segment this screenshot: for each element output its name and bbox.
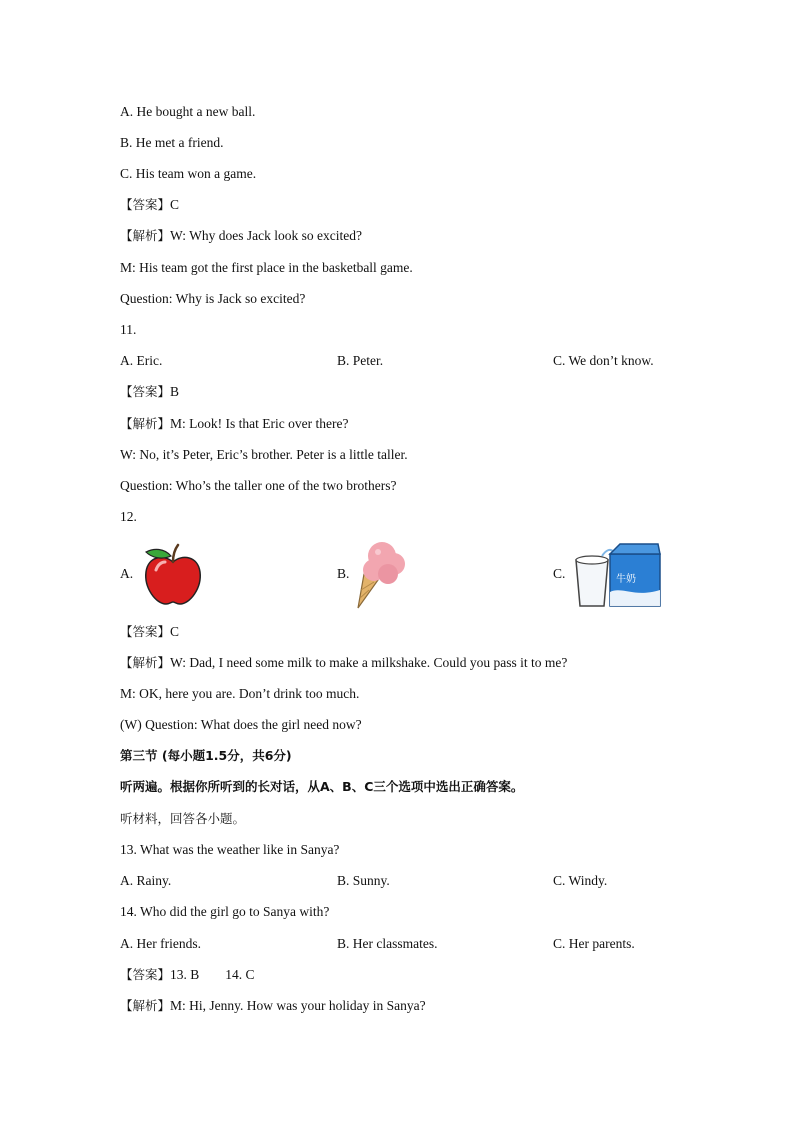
q10-analysis-2: M: His team got the first place in the basketball game. bbox=[120, 260, 413, 275]
q10-option-c: C. His team won a game. bbox=[120, 166, 257, 181]
q13-14-answer bbox=[120, 966, 255, 984]
section-material: 听材料，回答各小题。 bbox=[120, 811, 246, 826]
q11-analysis-3: Question: Who’s the taller one of the two brothers? bbox=[120, 478, 397, 493]
q11-option-c: C. We don’t know. bbox=[553, 353, 654, 368]
q14-option-b: B. Her classmates. bbox=[337, 936, 438, 951]
q11-analysis-2: W: No, it’s Peter, Eric’s brother. Peter is a little taller. bbox=[120, 447, 408, 462]
q10-analysis-3: Question: Why is Jack so excited? bbox=[120, 291, 306, 306]
section-title: 第三节 (每小题1.5分，共6分) bbox=[120, 748, 292, 763]
answer-value-14: 14. C bbox=[225, 967, 255, 982]
answer-value: B bbox=[170, 384, 180, 399]
analysis-tag: 【解析】 bbox=[120, 998, 171, 1013]
q12-option-b-letter: B. bbox=[337, 566, 350, 581]
analysis-tag: 【解析】 bbox=[120, 416, 171, 431]
q13-option-c: C. Windy. bbox=[553, 873, 608, 888]
q12-analysis-2: M: OK, here you are. Don’t drink too much. bbox=[120, 686, 360, 701]
q12-answer bbox=[120, 623, 179, 641]
q11-option-b: B. Peter. bbox=[337, 353, 384, 368]
q11-number: 11. bbox=[120, 322, 137, 337]
analysis-text: W: Why does Jack look so excited? bbox=[170, 228, 362, 243]
q10-analysis-1 bbox=[120, 227, 362, 245]
ice-cream-picture bbox=[352, 540, 410, 610]
analysis-text: M: Look! Is that Eric over there? bbox=[170, 416, 349, 431]
answer-value-13: 13. B bbox=[170, 967, 200, 982]
q14-option-a: A. Her friends. bbox=[120, 936, 201, 951]
q13-option-b: B. Sunny. bbox=[337, 873, 390, 888]
answer-value: C bbox=[170, 197, 180, 212]
q13-14-analysis bbox=[120, 997, 426, 1015]
analysis-text: W: Dad, I need some milk to make a milkshake. Could you pass it to me? bbox=[170, 655, 568, 670]
q12-analysis-1 bbox=[120, 654, 567, 672]
answer-value: C bbox=[170, 624, 180, 639]
analysis-tag: 【解析】 bbox=[120, 228, 171, 243]
q12-option-a-letter: A. bbox=[120, 566, 134, 581]
answer-tag: 【答案】 bbox=[120, 197, 171, 212]
answer-tag: 【答案】 bbox=[120, 624, 171, 639]
q13-question: 13. What was the weather like in Sanya? bbox=[120, 842, 340, 857]
carton-label: 牛奶 bbox=[616, 574, 636, 585]
q10-answer bbox=[120, 196, 179, 214]
q12-number: 12. bbox=[120, 509, 137, 524]
analysis-tag: 【解析】 bbox=[120, 655, 171, 670]
q13-option-a: A. Rainy. bbox=[120, 873, 172, 888]
analysis-text: M: Hi, Jenny. How was your holiday in Sanya? bbox=[170, 998, 426, 1013]
q10-option-a: A. He bought a new ball. bbox=[120, 104, 256, 119]
q11-answer bbox=[120, 383, 179, 401]
section-instruction: 听两遍。根据你所听到的长对话，从A、B、C三个选项中选出正确答案。 bbox=[120, 779, 524, 794]
q14-option-c: C. Her parents. bbox=[553, 936, 635, 951]
q11-analysis-1 bbox=[120, 415, 348, 433]
q12-analysis-3: (W) Question: What does the girl need now? bbox=[120, 717, 362, 732]
answer-tag: 【答案】 bbox=[120, 384, 171, 399]
q10-option-b: B. He met a friend. bbox=[120, 135, 224, 150]
q14-question: 14. Who did the girl go to Sanya with? bbox=[120, 904, 330, 919]
q12-option-c-letter: C. bbox=[553, 566, 566, 581]
apple-picture bbox=[138, 542, 208, 608]
milk-picture bbox=[572, 540, 664, 610]
q11-option-a: A. Eric. bbox=[120, 353, 163, 368]
answer-tag: 【答案】 bbox=[120, 967, 171, 982]
